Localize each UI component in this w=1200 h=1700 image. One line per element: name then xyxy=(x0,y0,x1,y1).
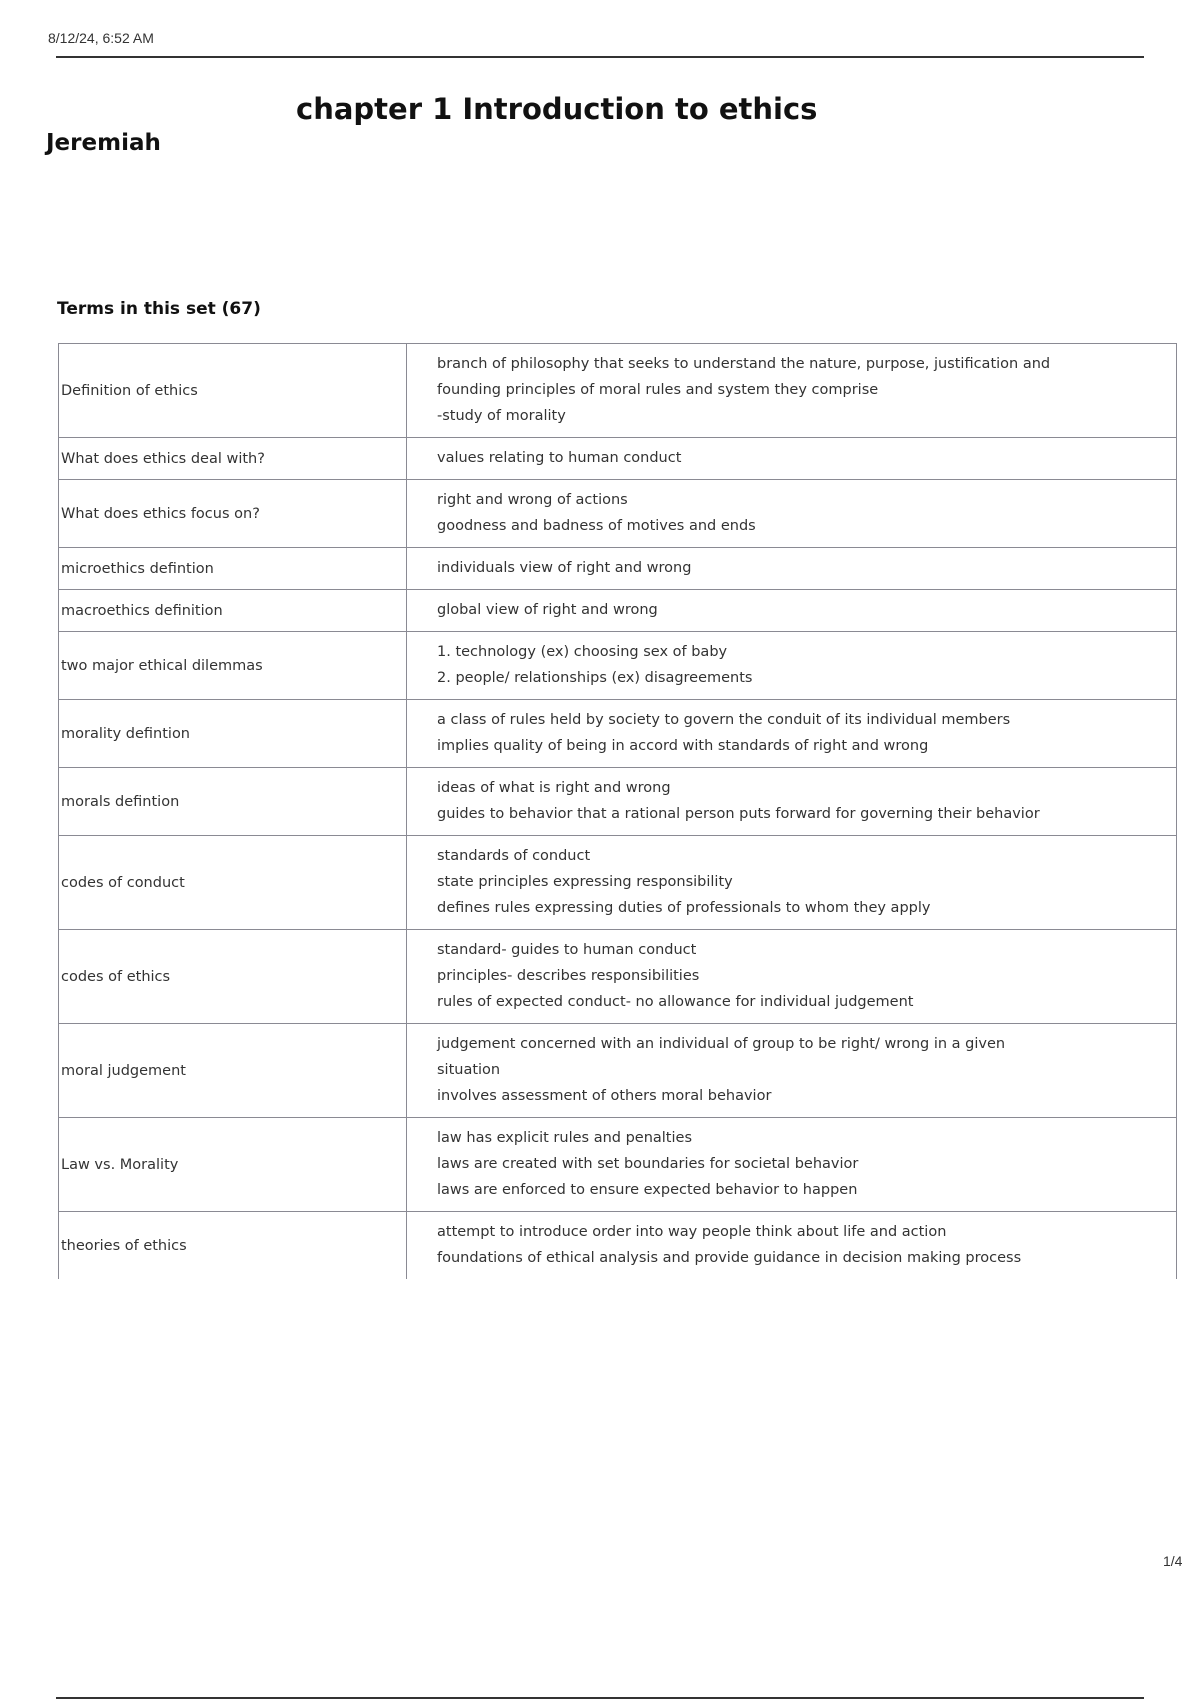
definition-line: standard- guides to human conduct xyxy=(437,942,697,958)
definition-line: implies quality of being in accord with standards of right and wrong xyxy=(437,738,929,754)
term-row xyxy=(59,1212,1177,1280)
definition-cell xyxy=(407,480,1177,548)
definition-line: ideas of what is right and wrong xyxy=(437,780,671,796)
term-cell: two major ethical dilemmas xyxy=(59,632,407,700)
definition-line: standards of conduct xyxy=(437,848,591,864)
term-cell: Law vs. Morality xyxy=(59,1118,407,1212)
definition-line: 2. people/ relationships (ex) disagreements xyxy=(437,670,753,686)
definition-line: founding principles of moral rules and system they comprise xyxy=(437,382,879,398)
definition-cell xyxy=(407,836,1177,930)
definition-line: guides to behavior that a rational person puts forward for governing their behavior xyxy=(437,806,1040,822)
author-name: Jeremiah xyxy=(46,130,161,156)
term-cell: microethics defintion xyxy=(59,548,407,590)
term-row xyxy=(59,768,1177,836)
definition-line: branch of philosophy that seeks to understand the nature, purpose, justification and xyxy=(437,356,1051,372)
term-row xyxy=(59,480,1177,548)
definition-line: right and wrong of actions xyxy=(437,492,628,508)
term-cell: macroethics definition xyxy=(59,590,407,632)
terms-table-body xyxy=(59,344,1177,1280)
definition-cell xyxy=(407,1212,1177,1280)
definition-cell xyxy=(407,1024,1177,1118)
definition-cell xyxy=(407,768,1177,836)
term-cell: What does ethics deal with? xyxy=(59,438,407,480)
definition-line: values relating to human conduct xyxy=(437,450,682,466)
definition-cell xyxy=(407,1118,1177,1212)
term-cell: moral judgement xyxy=(59,1024,407,1118)
definition-cell xyxy=(407,590,1177,632)
definition-line: judgement concerned with an individual of group to be right/ wrong in a given xyxy=(437,1036,1006,1052)
term-row xyxy=(59,930,1177,1024)
term-row xyxy=(59,836,1177,930)
term-row xyxy=(59,548,1177,590)
terms-count-heading: Terms in this set (67) xyxy=(57,299,261,319)
term-cell: What does ethics focus on? xyxy=(59,480,407,548)
term-row xyxy=(59,590,1177,632)
definition-cell xyxy=(407,930,1177,1024)
definition-cell xyxy=(407,344,1177,438)
definition-line: principles- describes responsibilities xyxy=(437,968,700,984)
definition-line: situation xyxy=(437,1062,501,1078)
footer-divider xyxy=(56,1697,1144,1699)
definition-line: defines rules expressing duties of professionals to whom they apply xyxy=(437,900,931,916)
terms-table xyxy=(58,343,1177,1279)
definition-line: law has explicit rules and penalties xyxy=(437,1130,692,1146)
definition-line: laws are enforced to ensure expected behavior to happen xyxy=(437,1182,858,1198)
term-cell: morality defintion xyxy=(59,700,407,768)
term-cell: theories of ethics xyxy=(59,1212,407,1280)
term-cell: codes of conduct xyxy=(59,836,407,930)
term-row xyxy=(59,344,1177,438)
definition-line: a class of rules held by society to govern the conduit of its individual members xyxy=(437,712,1011,728)
term-cell: codes of ethics xyxy=(59,930,407,1024)
definition-line: laws are created with set boundaries for societal behavior xyxy=(437,1156,859,1172)
page-number: 1/4 xyxy=(1163,1553,1183,1569)
definition-line: 1. technology (ex) choosing sex of baby xyxy=(437,644,728,660)
definition-cell xyxy=(407,700,1177,768)
definition-line: goodness and badness of motives and ends xyxy=(437,518,756,534)
definition-line: individuals view of right and wrong xyxy=(437,560,692,576)
definition-line: attempt to introduce order into way people think about life and action xyxy=(437,1224,947,1240)
term-cell: morals defintion xyxy=(59,768,407,836)
definition-cell xyxy=(407,632,1177,700)
term-row xyxy=(59,1024,1177,1118)
page-title: chapter 1 Introduction to ethics xyxy=(296,92,818,126)
term-row xyxy=(59,700,1177,768)
definition-line: rules of expected conduct- no allowance for individual judgement xyxy=(437,994,914,1010)
print-timestamp: 8/12/24, 6:52 AM xyxy=(48,30,154,46)
term-row xyxy=(59,632,1177,700)
header-divider xyxy=(56,56,1144,58)
definition-line: -study of morality xyxy=(437,408,566,424)
definition-cell xyxy=(407,548,1177,590)
term-row xyxy=(59,438,1177,480)
definition-line: involves assessment of others moral behavior xyxy=(437,1088,772,1104)
definition-line: foundations of ethical analysis and provide guidance in decision making process xyxy=(437,1250,1022,1266)
term-row xyxy=(59,1118,1177,1212)
definition-line: global view of right and wrong xyxy=(437,602,658,618)
definition-cell xyxy=(407,438,1177,480)
definition-line: state principles expressing responsibility xyxy=(437,874,733,890)
term-cell: Definition of ethics xyxy=(59,344,407,438)
